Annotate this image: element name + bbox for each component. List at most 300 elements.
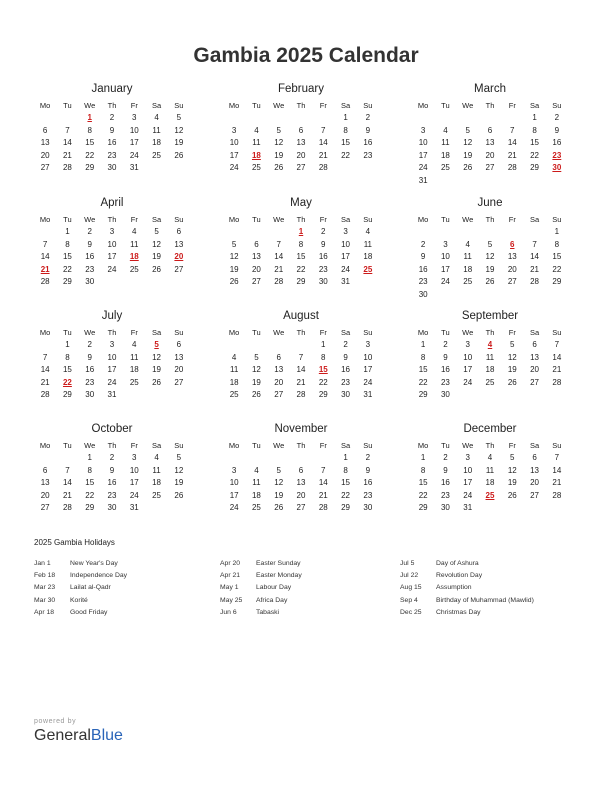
day-cell: 24 (418, 163, 428, 172)
day-cell: 27 (530, 490, 540, 500)
holiday-list-item (220, 607, 390, 619)
week-row (412, 477, 568, 490)
day-cell: 23 (85, 377, 95, 387)
day-cell: 5 (254, 352, 259, 362)
page-title: Gambia 2025 Calendar (193, 44, 419, 67)
day-cell: 6 (176, 340, 182, 349)
day-cell: 21 (296, 377, 306, 387)
day-cell: 16 (363, 138, 373, 147)
day-cell: 11 (485, 465, 495, 475)
day-cell: 18 (485, 365, 495, 374)
day-cell: 20 (296, 490, 306, 500)
day-cell: 7 (554, 453, 560, 462)
day-cell: 28 (507, 163, 517, 172)
weekday-label: Mo (228, 441, 240, 450)
holiday-name: Birthday of Muhammad (Mawlid) (436, 596, 534, 604)
day-cell: 27 (251, 277, 261, 286)
week-row (223, 125, 379, 138)
day-cell: 24 (129, 150, 139, 160)
day-cell: 29 (85, 163, 95, 172)
day-cell: 23 (85, 264, 95, 274)
day-cell: 19 (463, 150, 473, 160)
day-cell: 10 (463, 352, 473, 362)
day-cell: 5 (154, 227, 159, 236)
day-cell: 9 (109, 465, 115, 475)
holiday-list-item (34, 595, 204, 607)
week-row (223, 264, 379, 277)
day-cell: 9 (443, 352, 448, 362)
holiday-date: Mar 23 (34, 584, 56, 592)
month-name: October (91, 423, 133, 435)
day-cell: 10 (463, 465, 473, 475)
day-cell: 28 (318, 163, 328, 172)
holiday-day-cell: 25 (363, 264, 373, 274)
empty-cell (223, 226, 245, 239)
empty-cell (290, 339, 312, 352)
day-cell: 19 (485, 264, 495, 274)
empty-cell (145, 389, 167, 402)
day-cell: 9 (87, 239, 92, 249)
day-cell: 9 (365, 125, 371, 135)
day-cell: 3 (132, 453, 137, 462)
day-cell: 10 (341, 239, 351, 249)
week-row (223, 339, 379, 352)
holiday-name: Easter Monday (256, 572, 302, 580)
weekday-label: Tu (63, 441, 72, 450)
month-name: May (290, 197, 312, 209)
day-cell: 19 (274, 490, 284, 500)
weekday-label: Fr (508, 441, 516, 450)
day-cell: 20 (507, 264, 517, 274)
week-row (412, 125, 568, 138)
day-cell: 9 (87, 352, 92, 362)
month-name: November (274, 423, 328, 435)
logo-part-general: General (34, 727, 91, 744)
weekday-label: Tu (252, 101, 261, 110)
day-cell: 17 (107, 365, 117, 374)
holidays-title: 2025 Gambia Holidays (34, 538, 115, 547)
day-cell: 27 (507, 277, 517, 286)
weekday-label: Tu (441, 101, 450, 110)
day-cell: 20 (296, 150, 306, 160)
week-row (223, 226, 379, 239)
day-cell: 4 (132, 340, 137, 349)
week-row (412, 364, 568, 377)
empty-cell (479, 389, 501, 402)
day-cell: 14 (318, 138, 328, 147)
day-cell: 15 (85, 478, 95, 487)
holiday-day-cell: 1 (298, 227, 304, 236)
weekday-label: Mo (417, 215, 429, 224)
weekday-label: Th (296, 215, 306, 224)
day-cell: 26 (507, 490, 517, 500)
day-cell: 28 (62, 503, 72, 512)
day-cell: 3 (420, 125, 426, 135)
day-cell: 9 (420, 252, 426, 261)
day-cell: 5 (276, 125, 281, 135)
weekday-label: Th (296, 328, 306, 337)
empty-cell (479, 502, 501, 515)
day-cell: 13 (40, 478, 50, 487)
weekday-label: We (273, 328, 285, 337)
empty-cell (123, 276, 145, 289)
week-row (412, 465, 568, 478)
day-cell: 13 (274, 365, 284, 374)
month-june (412, 196, 568, 301)
day-cell: 4 (254, 125, 259, 135)
week-row (223, 352, 379, 365)
day-cell: 9 (443, 465, 448, 475)
empty-cell (168, 162, 190, 175)
day-cell: 3 (231, 465, 237, 475)
day-cell: 12 (463, 138, 473, 147)
day-cell: 26 (229, 277, 239, 286)
weekday-label: Sa (529, 441, 540, 450)
weekday-label: Th (107, 328, 117, 337)
day-cell: 15 (85, 138, 95, 147)
day-cell: 29 (341, 503, 351, 512)
day-cell: 2 (109, 113, 115, 122)
weekday-header (34, 327, 190, 339)
day-cell: 27 (174, 264, 184, 274)
day-cell: 4 (365, 227, 371, 236)
day-cell: 22 (530, 150, 540, 160)
month-february (223, 82, 379, 175)
holiday-date: May 1 (220, 584, 239, 592)
day-cell: 22 (341, 490, 351, 500)
month-name: March (474, 83, 506, 95)
day-cell: 8 (343, 465, 348, 475)
day-cell: 4 (154, 453, 159, 462)
weekday-label: Mo (417, 441, 429, 450)
weekday-label: Mo (228, 101, 240, 110)
day-cell: 29 (85, 503, 95, 512)
empty-cell (434, 289, 456, 302)
holiday-name: Tabaski (256, 608, 280, 616)
empty-cell (145, 162, 167, 175)
weekday-label: Fr (508, 328, 516, 337)
day-cell: 22 (296, 264, 306, 274)
day-cell: 13 (174, 239, 184, 249)
weekday-label: Sa (529, 101, 540, 110)
empty-cell (123, 389, 145, 402)
day-cell: 25 (152, 490, 162, 500)
weekday-label: Th (485, 441, 495, 450)
weekday-label: Su (174, 215, 184, 224)
day-cell: 18 (463, 264, 473, 274)
weekday-label: Fr (319, 328, 327, 337)
day-cell: 14 (296, 365, 306, 374)
day-cell: 22 (62, 264, 72, 274)
day-cell: 7 (321, 125, 326, 135)
day-cell: 1 (554, 227, 560, 236)
day-cell: 4 (231, 352, 237, 362)
day-cell: 21 (62, 490, 72, 500)
day-cell: 4 (154, 113, 159, 122)
day-cell: 7 (42, 352, 48, 362)
empty-cell (145, 276, 167, 289)
empty-cell (479, 289, 501, 302)
holiday-name: Labour Day (256, 584, 292, 592)
holiday-date: Mar 30 (34, 596, 56, 604)
day-cell: 20 (530, 478, 540, 487)
empty-cell (546, 502, 568, 515)
day-cell: 5 (510, 453, 515, 462)
day-cell: 24 (129, 490, 139, 500)
day-cell: 14 (552, 465, 562, 475)
day-cell: 24 (229, 503, 239, 512)
day-cell: 15 (341, 138, 351, 147)
day-cell: 26 (274, 503, 284, 512)
day-cell: 22 (318, 377, 328, 387)
weekday-label: Tu (252, 441, 261, 450)
empty-cell (457, 175, 479, 188)
day-cell: 19 (174, 138, 184, 147)
day-cell: 7 (65, 465, 70, 475)
month-name: January (91, 83, 133, 95)
week-row (34, 352, 190, 365)
day-cell: 18 (440, 150, 450, 160)
day-cell: 2 (365, 113, 371, 122)
day-cell: 7 (65, 125, 70, 135)
week-row (34, 452, 190, 465)
empty-cell (168, 502, 190, 515)
day-cell: 21 (318, 490, 328, 500)
day-cell: 27 (274, 390, 284, 399)
day-cell: 6 (42, 465, 48, 475)
day-cell: 8 (420, 352, 426, 362)
day-cell: 18 (363, 252, 373, 261)
logo-part-blue: Blue (90, 727, 123, 744)
day-cell: 18 (485, 478, 495, 487)
weekday-label: Fr (130, 328, 138, 337)
generalblue-logo[interactable] (34, 727, 123, 745)
day-cell: 25 (251, 163, 261, 172)
day-cell: 20 (274, 377, 284, 387)
day-cell: 6 (532, 453, 537, 462)
weekday-label: Mo (417, 328, 429, 337)
holiday-name: Korité (70, 596, 88, 604)
day-cell: 26 (507, 377, 517, 387)
day-cell: 19 (274, 150, 284, 160)
day-cell: 30 (85, 277, 95, 286)
day-cell: 25 (229, 390, 239, 399)
day-cell: 17 (341, 252, 351, 261)
empty-cell (479, 226, 501, 239)
weekday-label: We (84, 328, 96, 337)
day-cell: 26 (174, 150, 184, 160)
weekday-label: Su (552, 328, 562, 337)
day-cell: 12 (174, 125, 184, 135)
empty-cell (457, 289, 479, 302)
empty-cell (457, 226, 479, 239)
day-cell: 10 (229, 138, 239, 147)
day-cell: 3 (109, 227, 115, 236)
weekday-label: Su (363, 215, 373, 224)
week-row (34, 251, 190, 264)
day-cell: 12 (485, 252, 495, 261)
month-name: April (100, 197, 124, 209)
day-cell: 3 (443, 239, 448, 249)
week-row (223, 389, 379, 402)
empty-cell (434, 226, 456, 239)
day-cell: 21 (530, 264, 540, 274)
holiday-day-cell: 30 (552, 163, 562, 172)
holiday-day-cell: 20 (174, 252, 184, 261)
day-cell: 2 (321, 227, 326, 236)
day-cell: 26 (251, 390, 261, 399)
holiday-date: Feb 18 (34, 572, 56, 580)
holiday-list-item (34, 607, 204, 619)
day-cell: 27 (485, 163, 495, 172)
day-cell: 22 (418, 377, 428, 387)
day-cell: 30 (107, 163, 117, 172)
day-cell: 23 (363, 150, 373, 160)
empty-cell (479, 175, 501, 188)
weekday-header (412, 100, 568, 112)
day-cell: 26 (174, 490, 184, 500)
empty-cell (101, 276, 123, 289)
empty-cell (457, 389, 479, 402)
empty-cell (268, 452, 290, 465)
day-cell: 15 (418, 365, 428, 374)
day-cell: 29 (62, 277, 72, 286)
weekday-label: Su (552, 101, 562, 110)
holiday-name: Easter Sunday (256, 560, 301, 567)
day-cell: 25 (152, 150, 162, 160)
day-cell: 15 (530, 138, 540, 147)
day-cell: 30 (418, 289, 428, 299)
day-cell: 10 (440, 252, 450, 261)
day-cell: 30 (440, 390, 450, 399)
weekday-label: Tu (252, 328, 261, 337)
holiday-day-cell: 6 (510, 239, 515, 249)
holiday-name: Africa Day (256, 596, 288, 604)
day-cell: 8 (65, 352, 70, 362)
day-cell: 11 (252, 138, 261, 147)
day-cell: 2 (443, 453, 448, 462)
day-cell: 22 (418, 490, 428, 500)
day-cell: 17 (463, 365, 473, 374)
day-cell: 29 (418, 390, 428, 399)
day-cell: 31 (129, 163, 139, 172)
day-cell: 3 (109, 340, 115, 349)
day-cell: 30 (440, 503, 450, 512)
weekday-label: We (462, 101, 474, 110)
day-cell: 1 (65, 227, 70, 236)
holiday-day-cell: 18 (251, 150, 261, 160)
day-cell: 23 (107, 490, 117, 500)
holiday-column-1 (34, 558, 204, 619)
weekday-header (412, 214, 568, 226)
weekday-label: Tu (63, 101, 72, 110)
weekday-label: Fr (319, 215, 327, 224)
day-cell: 5 (510, 340, 515, 349)
day-cell: 24 (107, 264, 117, 274)
empty-cell (546, 289, 568, 302)
weekday-label: Mo (417, 101, 429, 110)
month-august (223, 309, 379, 402)
day-cell: 13 (174, 352, 184, 362)
empty-cell (434, 112, 456, 125)
day-cell: 8 (65, 239, 70, 249)
day-cell: 19 (507, 478, 517, 487)
weekday-label: We (84, 101, 96, 110)
week-row (34, 226, 190, 239)
day-cell: 12 (251, 365, 261, 374)
holiday-name: Independence Day (70, 572, 128, 580)
weekday-label: Mo (39, 441, 51, 450)
weekday-label: Mo (39, 101, 51, 110)
weekday-label: Fr (508, 215, 516, 224)
weekday-label: Sa (529, 215, 540, 224)
day-cell: 21 (40, 377, 50, 387)
day-cell: 8 (532, 125, 537, 135)
day-cell: 3 (465, 453, 470, 462)
day-cell: 10 (107, 239, 117, 249)
week-row (223, 251, 379, 264)
day-cell: 16 (363, 478, 373, 487)
day-cell: 9 (343, 352, 348, 362)
weekday-label: Su (552, 441, 562, 450)
day-cell: 2 (443, 340, 448, 349)
day-cell: 3 (343, 227, 348, 236)
holiday-day-cell: 22 (62, 377, 72, 387)
empty-cell (523, 289, 545, 302)
week-row (223, 477, 379, 490)
day-cell: 18 (152, 138, 162, 147)
day-cell: 9 (321, 239, 326, 249)
day-cell: 6 (276, 352, 281, 362)
day-cell: 11 (363, 239, 372, 249)
day-cell: 31 (463, 503, 473, 512)
weekday-label: Sa (340, 215, 351, 224)
day-cell: 4 (465, 239, 470, 249)
day-cell: 1 (420, 340, 426, 349)
week-row (223, 377, 379, 390)
empty-cell (34, 339, 56, 352)
day-cell: 27 (296, 163, 306, 172)
day-cell: 28 (62, 163, 72, 172)
day-cell: 22 (85, 150, 95, 160)
day-cell: 13 (530, 465, 540, 475)
day-cell: 1 (65, 340, 70, 349)
weekday-label: Th (107, 441, 117, 450)
day-cell: 8 (87, 465, 92, 475)
holiday-name: New Year's Day (70, 560, 118, 567)
weekday-label: Th (485, 328, 495, 337)
day-cell: 28 (274, 277, 284, 286)
week-row (412, 377, 568, 390)
weekday-label: Su (363, 328, 373, 337)
weekday-label: Tu (63, 328, 72, 337)
empty-cell (546, 175, 568, 188)
day-cell: 1 (420, 453, 426, 462)
day-cell: 28 (552, 377, 562, 387)
weekday-label: Sa (340, 328, 351, 337)
day-cell: 19 (174, 478, 184, 487)
day-cell: 30 (107, 503, 117, 512)
empty-cell (412, 226, 434, 239)
day-cell: 12 (152, 352, 162, 362)
weekday-label: Su (174, 441, 184, 450)
day-cell: 8 (321, 352, 326, 362)
empty-cell (168, 389, 190, 402)
month-name: June (477, 197, 503, 209)
day-cell: 10 (129, 125, 139, 135)
day-cell: 2 (87, 340, 92, 349)
day-cell: 7 (276, 239, 281, 249)
